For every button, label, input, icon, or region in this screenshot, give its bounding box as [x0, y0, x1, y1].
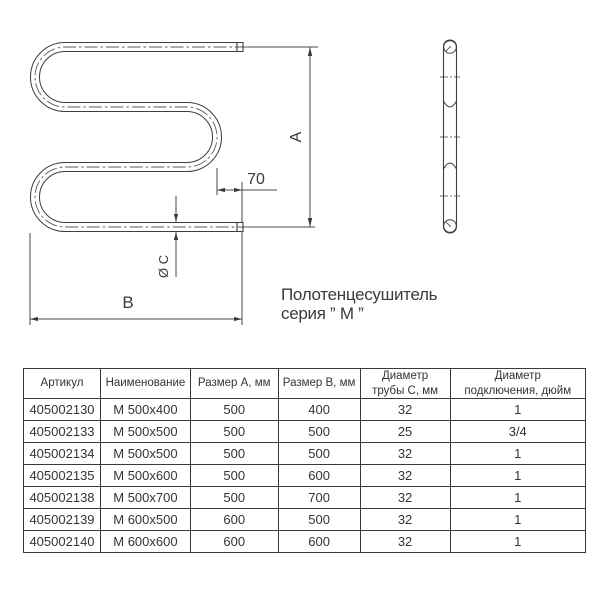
table-row: [24, 399, 586, 421]
table-cell: 400: [278, 399, 360, 421]
table-cell: 1: [450, 509, 585, 531]
dimension-lines: [30, 47, 318, 325]
column-header: Размер А, мм: [190, 369, 278, 399]
column-header: Наименование: [100, 369, 190, 399]
table-cell: 500: [278, 443, 360, 465]
caption-line2: серия ” М ”: [281, 304, 364, 323]
caption-line1: Полотенцесушитель: [281, 285, 438, 304]
table-cell: 600: [278, 531, 360, 553]
table-body: [24, 399, 586, 553]
table-cell: 1: [450, 465, 585, 487]
dim-70-label: 70: [247, 171, 265, 188]
table-row: [24, 421, 586, 443]
table-cell: 405002140: [24, 531, 101, 553]
table-cell: 500: [190, 421, 278, 443]
table-cell: 405002134: [24, 443, 101, 465]
table-cell: М 500х700: [100, 487, 190, 509]
column-header: Размер В, мм: [278, 369, 360, 399]
tube-outline: [35, 47, 243, 227]
table-cell: М 600х600: [100, 531, 190, 553]
table-cell: М 600х500: [100, 509, 190, 531]
table-header-row: [24, 369, 586, 399]
table-cell: 500: [278, 421, 360, 443]
table-cell: 600: [278, 465, 360, 487]
table-row: [24, 443, 586, 465]
product-caption: [281, 285, 438, 323]
table-cell: 600: [190, 531, 278, 553]
table-row: [24, 465, 586, 487]
table-cell: 32: [360, 465, 450, 487]
table-cell: 405002138: [24, 487, 101, 509]
table-cell: 500: [190, 465, 278, 487]
table-cell: М 500х500: [100, 443, 190, 465]
table-cell: 1: [450, 487, 585, 509]
column-header: Артикул: [24, 369, 101, 399]
table-cell: 32: [360, 487, 450, 509]
column-header: Диаметр подключения, дюйм: [450, 369, 585, 399]
dim-diameter-label: Ø С: [156, 254, 171, 278]
tube-fill: [35, 47, 243, 227]
table-row: [24, 509, 586, 531]
table-cell: 1: [450, 443, 585, 465]
spec-table: [23, 368, 586, 553]
table-cell: М 500х500: [100, 421, 190, 443]
towel-rail-side-view: [440, 40, 460, 233]
table-cell: 1: [450, 531, 585, 553]
table-cell: 700: [278, 487, 360, 509]
table-row: [24, 531, 586, 553]
table-cell: 25: [360, 421, 450, 443]
table-cell: 500: [190, 487, 278, 509]
dim-b-label: В: [122, 293, 134, 312]
table-cell: 1: [450, 399, 585, 421]
table-row: [24, 487, 586, 509]
table-cell: 32: [360, 443, 450, 465]
table-cell: 3/4: [450, 421, 585, 443]
table-cell: М 500х600: [100, 465, 190, 487]
table-cell: 500: [190, 443, 278, 465]
column-header: Диаметр трубы С, мм: [360, 369, 450, 399]
table-cell: 32: [360, 509, 450, 531]
table-cell: 405002130: [24, 399, 101, 421]
table-cell: 32: [360, 399, 450, 421]
table-cell: 405002135: [24, 465, 101, 487]
table-cell: 600: [190, 509, 278, 531]
table-cell: 405002139: [24, 509, 101, 531]
dim-a-label: А: [288, 131, 305, 143]
towel-rail-front-view: [35, 42, 248, 232]
table-cell: 405002133: [24, 421, 101, 443]
table-cell: 32: [360, 531, 450, 553]
table-cell: М 500х400: [100, 399, 190, 421]
table-cell: 500: [278, 509, 360, 531]
table-cell: 500: [190, 399, 278, 421]
dimension-arrows: [30, 47, 312, 321]
